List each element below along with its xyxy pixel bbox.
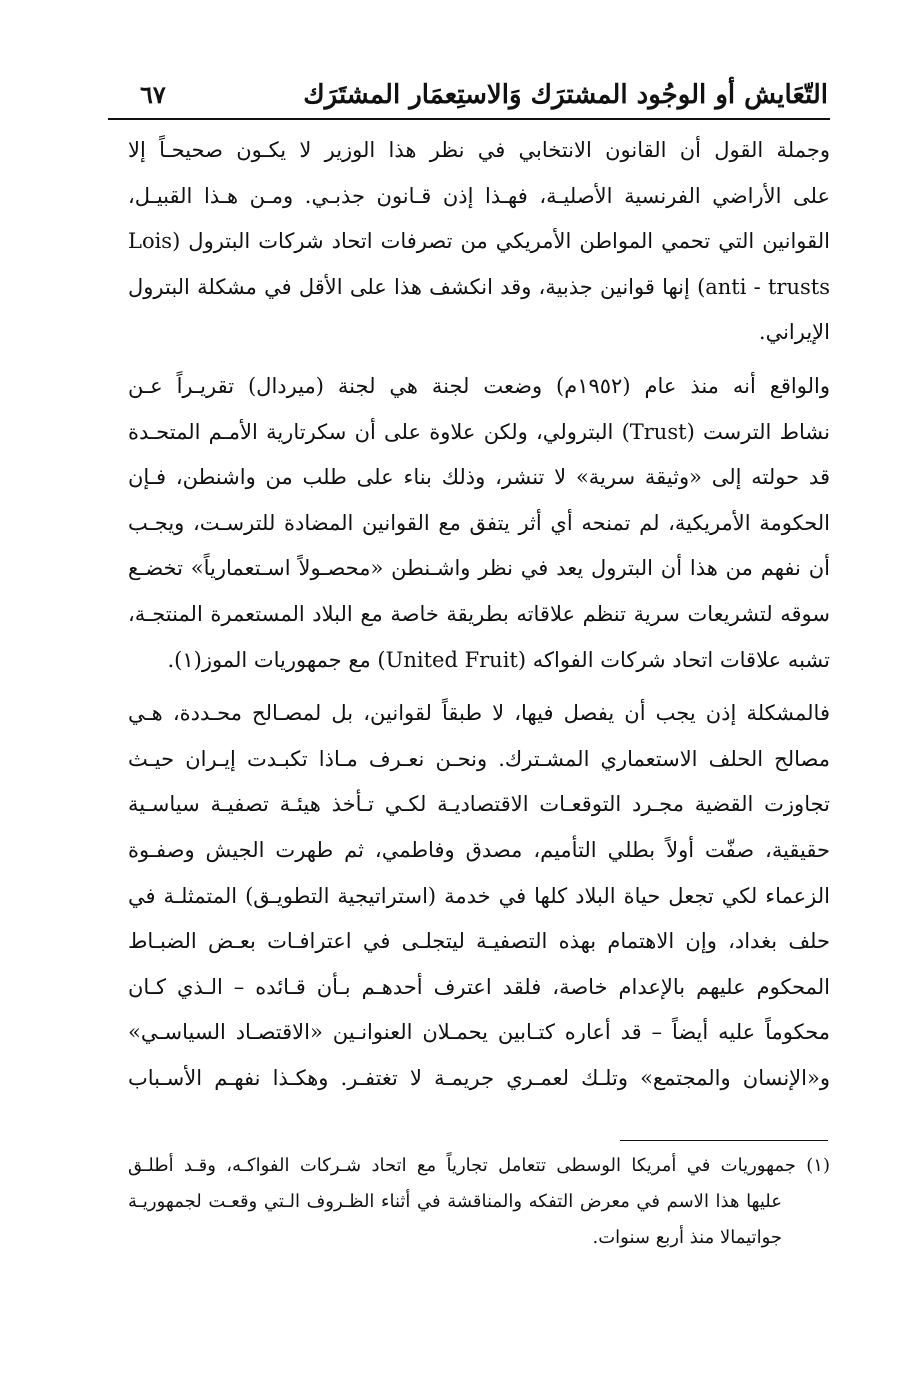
- chapter-title: التّعَايش أو الوجُود المشترَك وَالاستِعمَار المشتَرَك: [303, 80, 828, 110]
- text-line: الإيراني.: [758, 320, 830, 345]
- text-line: سوقه لتشريعات سرية تنظم علاقاته بطريقة خاصة مع البلاد المستعمرة المنتجـة،: [128, 601, 830, 626]
- text-line: تشبه علاقات اتحاد شركات الفواكه (United Fruit) مع جمهوريات الموز(١).: [167, 647, 830, 672]
- page-number: ٦٧: [140, 80, 166, 109]
- header-rule: [108, 118, 830, 120]
- text-line: مصالح الحلف الاستعماري المشـترك. ونحـن نعـرف مـاذا تكبـدت إيـران حيـث: [128, 746, 830, 771]
- text-line: القوانين التي تحمي المواطن الأمريكي من تصرفات اتحاد شركات البترول (Lois: [128, 229, 830, 254]
- text-line: على الأراضي الفرنسية الأصليـة، فهـذا إذن قـانون جذبـي. ومـن هـذا القبيـل،: [128, 183, 830, 208]
- running-header: [110, 78, 828, 118]
- text-line: المحكوم عليهم بالإعدام خاصة، فلقد اعترف أحدهـم بـأن قـائده – الـذي كـان: [128, 974, 830, 999]
- footnote-line: عليها هذا الاسم في معرض التفكه والمناقشة في أثناء الظـروف الـتي وقعـت لجمهوريـة: [128, 1191, 782, 1212]
- text-line: و«الإنسان والمجتمع» وتلـك لعمـري جريمـة لا تغتفـر. وهكـذا نفهـم الأسـباب: [128, 1065, 830, 1090]
- text-line: تجاوزت القضية مجـرد التوقعـات الاقتصاديـة لكـي تـأخذ هيئـة تصفيـة سياسـية: [128, 792, 830, 817]
- paragraph-gap: [128, 683, 830, 691]
- footnote-rule: [620, 1140, 828, 1141]
- body-text: [128, 128, 830, 1101]
- text-line: فالمشكلة إذن يجب أن يفصل فيها، لا طبقاً لقوانين، بل لمصـالح محـددة، هـي: [128, 701, 830, 726]
- text-line: حقيقية، صفّت أولاً بطلي التأميم، مصدق وفاطمي، ثم طهرت الجيش وصفـوة: [128, 837, 830, 862]
- text-line: والواقع أنه منذ عام (١٩٥٢م) وضعت لجنة هي لجنة (ميردال) تقريـراً عـن: [128, 373, 830, 398]
- text-line: الحكومة الأمريكية، لم تمنحه أي أثر يتفق مع القوانين المضادة للترسـت، ويجـب: [128, 510, 830, 535]
- footnote-line: جواتيمالا منذ أربع سنوات.: [592, 1227, 782, 1248]
- paragraph: [128, 128, 830, 356]
- footnote: [128, 1148, 830, 1256]
- text-line: أن نفهم من هذا أن البترول يعد في نظر واشـنطن «محصـولاً اسـتعمارياً» تخضـع: [128, 556, 830, 581]
- paragraph-gap: [128, 356, 830, 364]
- footnotes: [128, 1148, 830, 1256]
- text-line: حلف بغداد، وإن الاهتمام بهذه التصفيـة ليتجلـى في اعترافـات بعـض الضبـاط: [128, 929, 830, 954]
- paragraph: [128, 364, 830, 683]
- text-line: محكوماً عليه أيضاً – قد أعاره كتـابين يحمـلان العنوانـين «الاقتصـاد السياسـي»: [128, 1020, 830, 1045]
- paragraph: [128, 691, 830, 1101]
- text-line: الزعماء لكي تجعل حياة البلاد كلها في خدمة (استراتيجية التطويـق) المتمثلـة في: [128, 883, 830, 908]
- text-line: نشاط الترست (Trust) البترولي، ولكن علاوة على أن سكرتارية الأمـم المتحـدة: [128, 419, 830, 444]
- text-line: وجملة القول أن القانون الانتخابي في نظر هذا الوزير لا يكـون صحيحـاً إلا: [128, 138, 830, 162]
- footnote-line: (١) جمهوريات في أمريكا الوسطى تتعامل تجارياً مع اتحاد شـركات الفواكـه، وقـد أطلـق: [128, 1155, 830, 1176]
- text-line: قد حولته إلى «وثيقة سرية» لا تنشر، وذلك بناء على طلب من واشنطن، فـإن: [128, 465, 830, 490]
- text-line: anti - trusts) إنها قوانين جذبية، وقد انكشف هذا على الأقل في مشكلة البترول: [128, 274, 830, 299]
